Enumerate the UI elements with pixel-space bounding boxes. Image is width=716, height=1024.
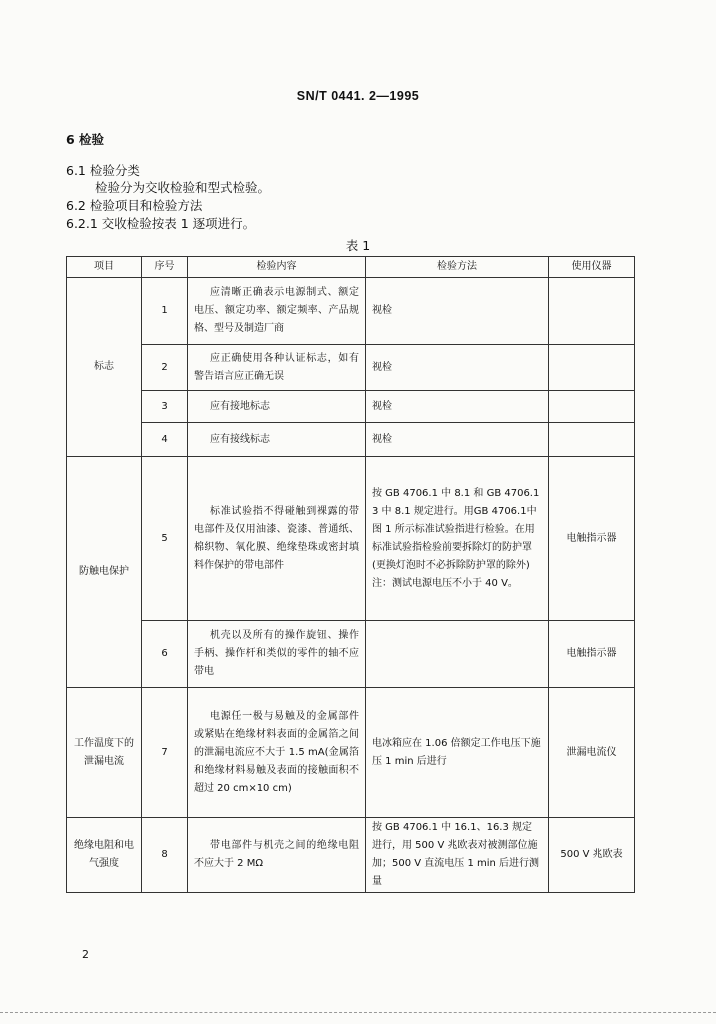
row-method: 视检 [366, 345, 549, 391]
row-method: 视检 [366, 278, 549, 345]
row-method: 视检 [366, 423, 549, 457]
row-content: 应有接线标志 [188, 423, 366, 457]
row-instrument: 电触指示器 [549, 457, 635, 621]
row-content: 标准试验指不得碰触到裸露的带电部件及仅用油漆、瓷漆、普通纸、棉织物、氧化膜、绝缘垫珠或密封填料作保护的带电部件 [188, 457, 366, 621]
table-row [67, 278, 635, 345]
row-no: 6 [142, 621, 188, 688]
group-item-leakage-current: 工作温度下的泄漏电流 [67, 688, 142, 818]
row-no: 4 [142, 423, 188, 457]
table-row [67, 621, 635, 688]
row-instrument [549, 345, 635, 391]
section-6-2-1-text: 6.2.1 交收检验按表 1 逐项进行。 [66, 216, 256, 231]
row-content: 应有接地标志 [188, 391, 366, 423]
row-content: 机壳以及所有的操作旋钮、操作手柄、操作杆和类似的零件的轴不应带电 [188, 621, 366, 688]
header-no: 序号 [142, 257, 188, 278]
row-no: 2 [142, 345, 188, 391]
section-6-1-heading: 6.1 检验分类 [66, 163, 140, 178]
row-method: 电冰箱应在 1.06 倍额定工作电压下施压 1 min 后进行 [366, 688, 549, 818]
row-content: 应清晰正确表示电源制式、额定电压、额定功率、额定频率、产品规格、型号及制造厂商 [188, 278, 366, 345]
group-item-marking: 标志 [67, 278, 142, 457]
table-header-row [67, 257, 635, 278]
section-6-2-heading: 6.2 检验项目和检验方法 [66, 198, 203, 213]
table-row [67, 457, 635, 621]
page-number: 2 [82, 948, 89, 961]
table-row [67, 688, 635, 818]
row-no: 7 [142, 688, 188, 818]
row-content: 应正确使用各种认证标志，如有警告语言应正确无误 [188, 345, 366, 391]
section-6-heading: 6 检验 [66, 132, 105, 147]
inspection-table [66, 256, 635, 893]
row-no: 8 [142, 818, 188, 893]
row-no: 3 [142, 391, 188, 423]
page-bottom-rule [0, 1012, 716, 1014]
row-instrument: 泄漏电流仪 [549, 688, 635, 818]
table-row [67, 391, 635, 423]
row-method: 按 GB 4706.1 中 16.1、16.3 规定进行，用 500 V 兆欧表对被测部位施加；500 V 直流电压 1 min 后进行测量 [366, 818, 549, 893]
row-instrument [549, 278, 635, 345]
header-item: 项目 [67, 257, 142, 278]
row-instrument: 电触指示器 [549, 621, 635, 688]
header-instrument: 使用仪器 [549, 257, 635, 278]
row-no: 1 [142, 278, 188, 345]
table-row [67, 818, 635, 893]
row-content: 带电部件与机壳之间的绝缘电阻不应大于 2 MΩ [188, 818, 366, 893]
page-header: SN/T 0441. 2—1995 [296, 89, 420, 103]
header-content: 检验内容 [188, 257, 366, 278]
row-method [366, 621, 549, 688]
section-6-1-text: 检验分为交收检验和型式检验。 [95, 180, 271, 195]
row-no: 5 [142, 457, 188, 621]
row-method: 按 GB 4706.1 中 8.1 和 GB 4706.13 中 8.1 规定进行。用GB 4706.1中图 1 所示标准试验指进行检验。在用标准试验指检验前要拆除灯的防护罩(更换灯泡时不必拆除防护罩的除外)注：测试电源电压不小于 40 V。 [366, 457, 549, 621]
row-instrument [549, 391, 635, 423]
row-content: 电源任一极与易触及的金属部件或紧贴在绝缘材料表面的金属箔之间的泄漏电流应不大于 1.5 mA(金属箔和绝缘材料易触及表面的接触面积不超过 20 cm×10 cm) [188, 688, 366, 818]
row-instrument [549, 423, 635, 457]
header-method: 检验方法 [366, 257, 549, 278]
group-item-shock-protection: 防触电保护 [67, 457, 142, 688]
table-caption: 表 1 [345, 238, 371, 253]
table-row [67, 345, 635, 391]
group-item-insulation: 绝缘电阻和电气强度 [67, 818, 142, 893]
table-row [67, 423, 635, 457]
row-method: 视检 [366, 391, 549, 423]
row-instrument: 500 V 兆欧表 [549, 818, 635, 893]
